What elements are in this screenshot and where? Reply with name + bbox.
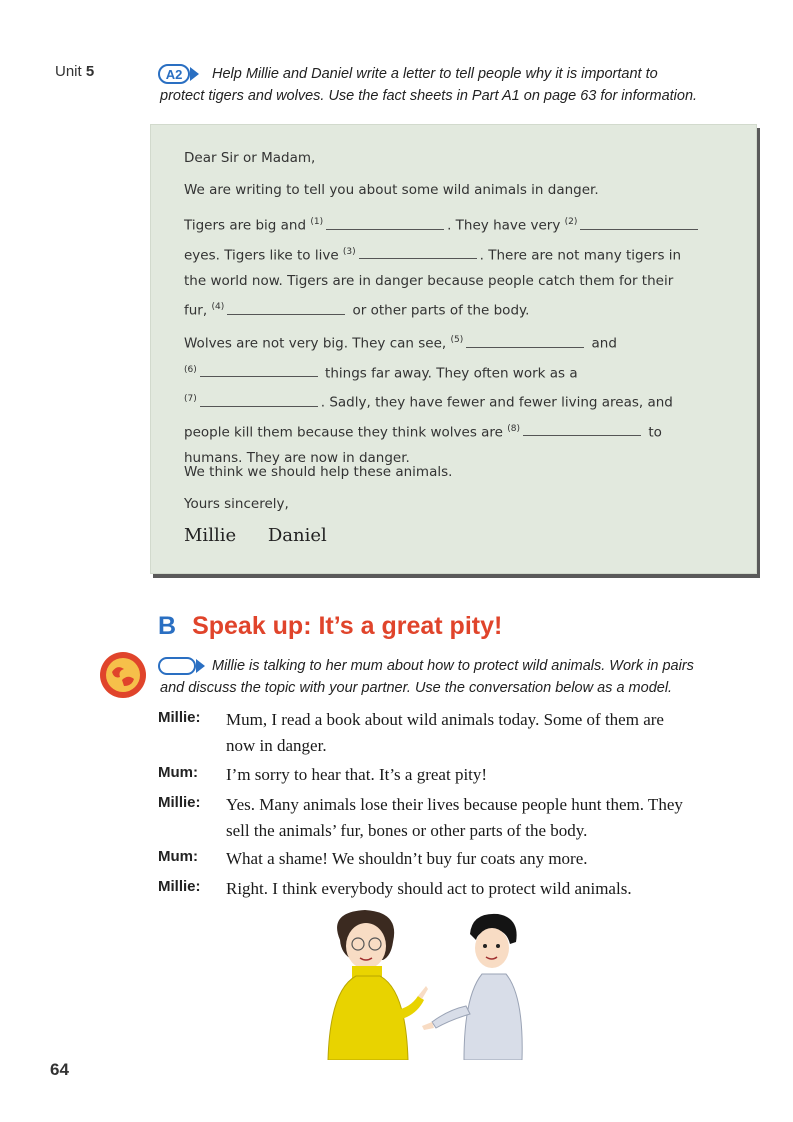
letter-paragraph-wolves: Wolves are not very big. They can see, $^{(5)}$ and $^{(6)}$ things far away. They often work as a $^{(7)}$ . Sadly, they have fewer and fewer living areas, and people kill them because they think wolves are $^{(8)}$ to humans. They are now in danger.	[184, 327, 744, 471]
blank-number-7: (7)	[184, 394, 197, 404]
b-instructions	[160, 655, 750, 699]
dialogue-speaker: Millie:	[158, 794, 201, 811]
unit-word: Unit	[55, 63, 82, 80]
a2-instructions-line2: protect tigers and wolves. Use the fact sheets in Part A1 on page 63 for information.	[160, 88, 698, 104]
blank-2[interactable]	[580, 215, 698, 230]
blank-number-6: (6)	[184, 364, 197, 375]
dialogue-text: Yes. Many animals lose their lives because people hunt them. They sell the animals’ fur, bones or other parts of the body.	[226, 795, 683, 840]
blank-number-8: (8)	[507, 423, 521, 434]
unit-label	[55, 63, 94, 80]
blank-5[interactable]	[466, 333, 584, 348]
a2-label: A2	[165, 67, 183, 82]
dialogue-text: Mum, I read a book about wild animals today. Some of them are now in danger.	[226, 710, 664, 755]
b-instructions-line2: and discuss the topic with your partner. Use the conversation below as a model.	[160, 680, 673, 696]
dialogue-text: I’m sorry to hear that. It’s a great pity!	[226, 765, 488, 784]
a2-instructions	[160, 63, 750, 107]
signature-millie: Millie	[184, 525, 237, 546]
section-b-heading	[158, 612, 502, 641]
blank-6[interactable]	[200, 362, 318, 377]
blank-number-2: (2)	[564, 217, 578, 227]
dialogue-text: What a shame! We shouldn’t buy fur coats any more.	[226, 849, 588, 868]
millie-and-mum-illustration	[300, 910, 560, 1060]
letter-signatures	[184, 525, 353, 546]
dialogue-text: Right. I think everybody should act to protect wild animals.	[226, 879, 632, 898]
blank-number-3: (3)	[342, 246, 356, 257]
section-b-title: Speak up: It’s a great pity!	[192, 612, 503, 640]
blank-7[interactable]	[200, 392, 318, 407]
blank-1[interactable]	[326, 215, 444, 230]
letter-greeting: Dear Sir or Madam,	[184, 150, 316, 166]
letter-sheet	[150, 124, 757, 574]
blank-4[interactable]	[227, 300, 345, 315]
letter-sign-off: Yours sincerely,	[184, 496, 289, 512]
b-instructions-line1: Millie is talking to her mum about how to protect wild animals. Work in pairs	[212, 658, 694, 674]
blank-3[interactable]	[359, 244, 477, 259]
blank-number-1: (1)	[310, 217, 324, 227]
dialogue-speaker: Mum:	[158, 764, 198, 781]
millie-figure	[422, 914, 522, 1060]
speak-up-icon	[98, 650, 148, 700]
section-b-letter: B	[158, 612, 177, 640]
mum-figure	[328, 910, 428, 1060]
dialogue-speaker: Mum:	[158, 848, 198, 865]
unit-number: 5	[85, 63, 95, 80]
page-number: 64	[50, 1060, 69, 1079]
blank-number-5: (5)	[450, 335, 464, 345]
blank-number-4: (4)	[211, 302, 225, 312]
blank-8[interactable]	[523, 421, 641, 436]
letter-closing: We think we should help these animals.	[184, 464, 453, 480]
letter-intro: We are writing to tell you about some wild animals in danger.	[184, 182, 599, 198]
a2-instructions-line1: Help Millie and Daniel write a letter to tell people why it is important to	[212, 66, 658, 82]
dialogue-speaker: Millie:	[158, 709, 201, 726]
letter-paragraph-tigers: Tigers are big and $^{(1)}$ . They have very $^{(2)}$ eyes. Tigers like to live $^{(3)}$ . There are not many tigers in the world now. Tigers are in danger because people catch them for their fur, $^{(4)}$ or other parts of the body.	[184, 209, 744, 324]
dialogue-speaker: Millie:	[158, 878, 201, 895]
signature-daniel: Daniel	[267, 525, 327, 546]
